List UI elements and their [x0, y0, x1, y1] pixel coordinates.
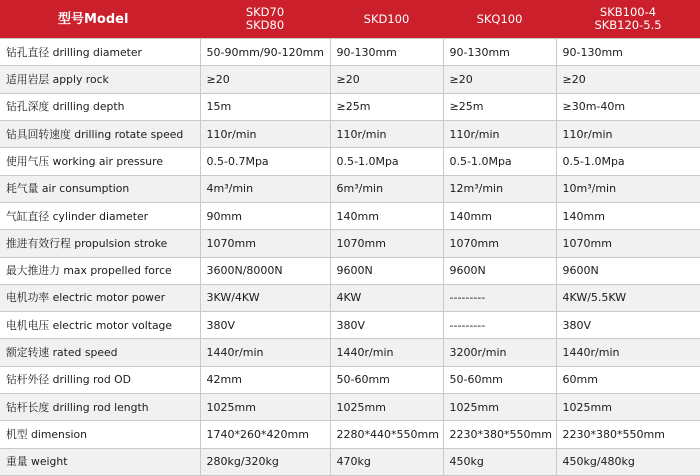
table-cell: 50-60mm [330, 366, 443, 393]
row-label: 钻具回转速度 drilling rotate speed [0, 120, 200, 147]
table-row [0, 148, 700, 175]
table-cell: 50-60mm [443, 366, 556, 393]
table-cell: 1025mm [443, 394, 556, 421]
row-label: 钻孔直径 drilling diameter [0, 39, 200, 66]
column-header-line2: SKD80 [245, 18, 285, 32]
table-row [0, 339, 700, 366]
column-header-line1: SKQ100 [476, 11, 523, 26]
row-label: 额定转速 rated speed [0, 339, 200, 366]
row-label: 电机电压 electric motor voltage [0, 312, 200, 339]
table-cell: 15m [200, 93, 330, 120]
table-cell: 2230*380*550mm [443, 421, 556, 448]
table-row [0, 175, 700, 202]
table-row [0, 39, 700, 66]
table-cell: 140mm [556, 202, 700, 229]
column-header [330, 0, 443, 39]
table-cell: 4KW/5.5KW [556, 284, 700, 311]
row-label: 推进有效行程 propulsion stroke [0, 230, 200, 257]
table-cell: --------- [443, 312, 556, 339]
table-cell: 470kg [330, 448, 443, 475]
table-cell: ≥20 [330, 66, 443, 93]
table-cell: 12m³/min [443, 175, 556, 202]
table-cell: 9600N [556, 257, 700, 284]
model-header: 型号Model [0, 0, 200, 39]
table-body [0, 39, 700, 476]
table-cell: 1025mm [556, 394, 700, 421]
row-label: 适用岩层 apply rock [0, 66, 200, 93]
table-cell: 0.5-1.0Mpa [556, 148, 700, 175]
table-cell: 50-90mm/90-120mm [200, 39, 330, 66]
table-cell: 3KW/4KW [200, 284, 330, 311]
table-row [0, 66, 700, 93]
table-cell: 1440r/min [556, 339, 700, 366]
table-cell: ≥25m [330, 93, 443, 120]
column-header-line2: SKB120-5.5 [594, 18, 662, 32]
table-row [0, 120, 700, 147]
table-cell: 42mm [200, 366, 330, 393]
row-label: 耗气量 air consumption [0, 175, 200, 202]
table-cell: --------- [443, 284, 556, 311]
row-label: 电机功率 electric motor power [0, 284, 200, 311]
column-header [200, 0, 330, 39]
column-header-line1: SKD70 [245, 5, 285, 19]
table-cell: 4KW [330, 284, 443, 311]
table-cell: 4m³/min [200, 175, 330, 202]
table-cell: 2230*380*550mm [556, 421, 700, 448]
table-cell: 90mm [200, 202, 330, 229]
table-cell: 10m³/min [556, 175, 700, 202]
row-label: 使用气压 working air pressure [0, 148, 200, 175]
table-row [0, 366, 700, 393]
table-row [0, 257, 700, 284]
table-cell: 60mm [556, 366, 700, 393]
table-cell: 90-130mm [556, 39, 700, 66]
table-header [0, 0, 700, 39]
table-cell: ≥20 [200, 66, 330, 93]
table-row [0, 230, 700, 257]
row-label: 钻杆外径 drilling rod OD [0, 366, 200, 393]
row-label: 重量 weight [0, 448, 200, 475]
table-row [0, 421, 700, 448]
table-row [0, 93, 700, 120]
table-cell: 110r/min [200, 120, 330, 147]
table-cell: 3200r/min [443, 339, 556, 366]
row-label: 机型 dimension [0, 421, 200, 448]
row-label: 最大推进力 max propelled force [0, 257, 200, 284]
table-cell: 1070mm [200, 230, 330, 257]
table-row [0, 202, 700, 229]
table-cell: 140mm [330, 202, 443, 229]
table-cell: 450kg/480kg [556, 448, 700, 475]
table-cell: 0.5-1.0Mpa [330, 148, 443, 175]
table-cell: 380V [330, 312, 443, 339]
table-cell: 90-130mm [330, 39, 443, 66]
table-cell: 1025mm [330, 394, 443, 421]
table-cell: 1025mm [200, 394, 330, 421]
table-cell: 1070mm [330, 230, 443, 257]
table-cell: 1440r/min [200, 339, 330, 366]
column-header [443, 0, 556, 39]
column-header-line1: SKB100-4 [599, 5, 657, 19]
table-cell: 0.5-0.7Mpa [200, 148, 330, 175]
table-cell: 9600N [330, 257, 443, 284]
column-header-line1: SKD100 [363, 11, 410, 26]
table-cell: ≥25m [443, 93, 556, 120]
table-cell: 140mm [443, 202, 556, 229]
table-cell: 110r/min [443, 120, 556, 147]
column-header [556, 0, 700, 39]
table-row [0, 448, 700, 475]
table-cell: 0.5-1.0Mpa [443, 148, 556, 175]
table-cell: 380V [200, 312, 330, 339]
row-label: 钻杆长度 drilling rod length [0, 394, 200, 421]
table-cell: 380V [556, 312, 700, 339]
table-cell: 3600N/8000N [200, 257, 330, 284]
table-cell: ≥20 [443, 66, 556, 93]
row-label: 气缸直径 cylinder diameter [0, 202, 200, 229]
table-cell: 450kg [443, 448, 556, 475]
table-cell: 90-130mm [443, 39, 556, 66]
header-row [0, 0, 700, 39]
table-row [0, 394, 700, 421]
table-row [0, 284, 700, 311]
table-cell: 1440r/min [330, 339, 443, 366]
table-cell: 280kg/320kg [200, 448, 330, 475]
table-cell: 110r/min [556, 120, 700, 147]
table-cell: 1070mm [443, 230, 556, 257]
table-cell: 1740*260*420mm [200, 421, 330, 448]
table-row [0, 312, 700, 339]
table-cell: 1070mm [556, 230, 700, 257]
table-cell: ≥20 [556, 66, 700, 93]
table-cell: 2280*440*550mm [330, 421, 443, 448]
table-cell: 110r/min [330, 120, 443, 147]
row-label: 钻孔深度 drilling depth [0, 93, 200, 120]
table-cell: ≥30m-40m [556, 93, 700, 120]
table-cell: 9600N [443, 257, 556, 284]
table-cell: 6m³/min [330, 175, 443, 202]
